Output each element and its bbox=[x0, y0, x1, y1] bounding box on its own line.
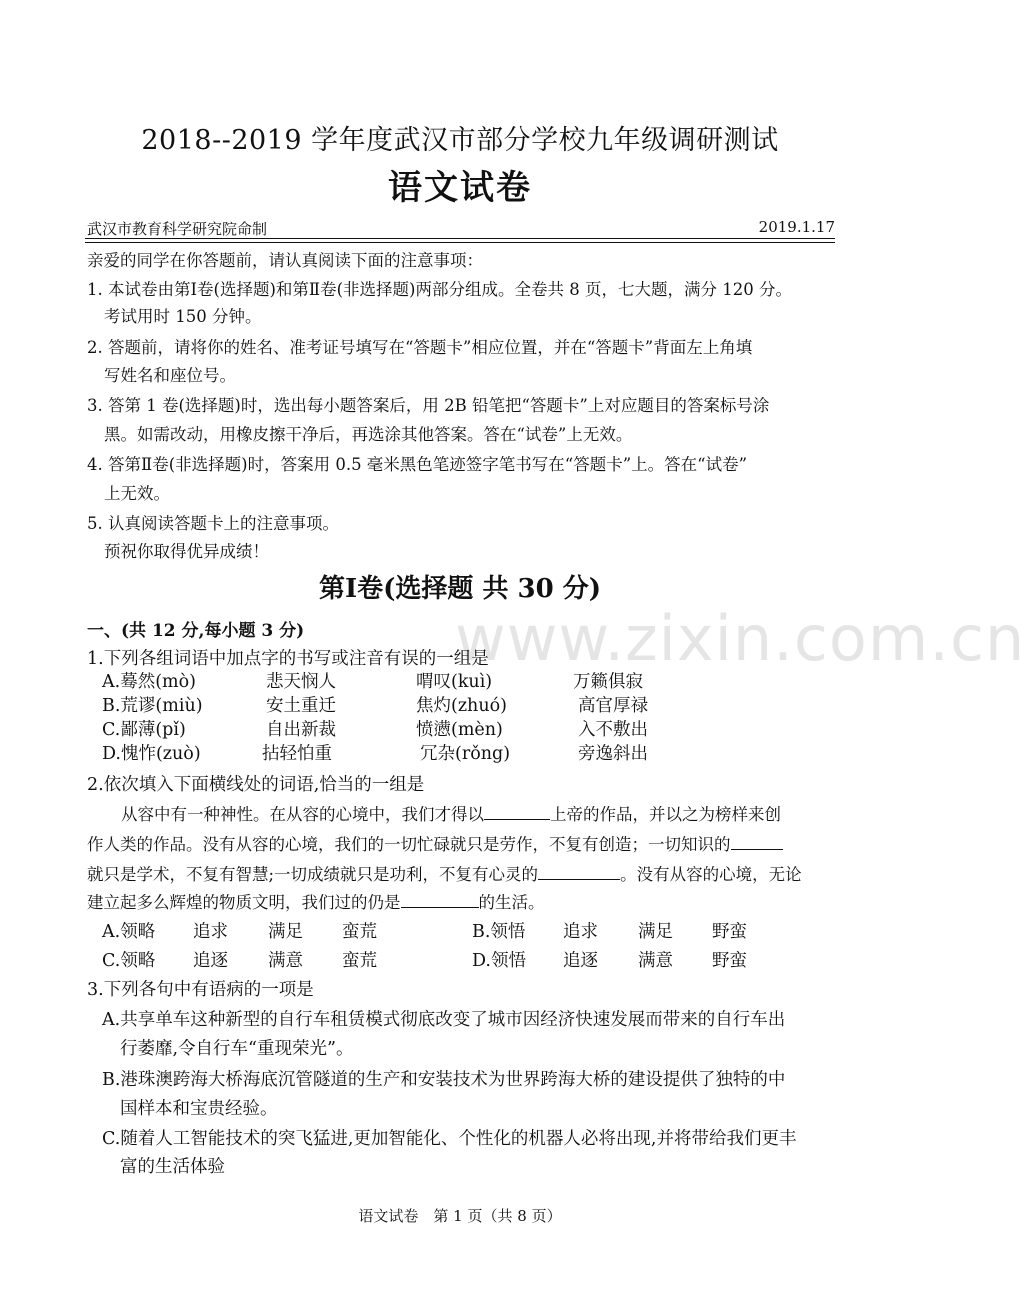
q2-option: 野蛮 bbox=[712, 922, 747, 942]
q1-option: 安土重迁 bbox=[266, 696, 336, 716]
answer-blank bbox=[401, 906, 479, 908]
q2-passage-line bbox=[87, 889, 545, 913]
q1-option: 愤懑(mèn) bbox=[416, 720, 503, 740]
q2-option: 满意 bbox=[638, 951, 673, 971]
q1-option: 自出新裁 bbox=[266, 720, 336, 740]
notice-item-1: 1. 本试卷由第Ⅰ卷(选择题)和第Ⅱ卷(非选择题)两部分组成。全卷共 8 页，七大题，满分 120 分。 bbox=[87, 280, 792, 299]
page-footer: 语文试卷 第 1 页（共 8 页） bbox=[358, 1207, 562, 1225]
q2-option: 追求 bbox=[193, 922, 228, 942]
q2-passage-text: 就只是学术，不复有智慧;一切成绩就只是功利，不复有心灵的 bbox=[87, 865, 539, 884]
notice-item-5: 5. 认真阅读答题卡上的注意事项。 bbox=[87, 514, 339, 533]
notice-item-1-cont: 考试用时 150 分钟。 bbox=[104, 307, 262, 326]
q2-option: D.领悟 bbox=[472, 951, 526, 971]
q2-option: 追求 bbox=[563, 922, 598, 942]
question-2-stem: 2.依次填入下面横线处的词语,恰当的一组是 bbox=[87, 775, 425, 795]
q1-option: 高官厚禄 bbox=[578, 696, 648, 716]
q1-option: 喟叹(kuì) bbox=[416, 672, 493, 692]
question-3-stem: 3.下列各句中有语病的一项是 bbox=[87, 980, 314, 1000]
q2-option: C.领略 bbox=[102, 951, 156, 971]
exam-date: 2019.1.17 bbox=[758, 218, 835, 236]
q2-passage-text: 作人类的作品。没有从容的心境，我们的一切忙碌就只是劳作，不复有创造；一切知识的 bbox=[87, 835, 731, 854]
q2-option: 满意 bbox=[268, 951, 303, 971]
answer-blank bbox=[484, 818, 550, 820]
issuer-text: 武汉市教育科学研究院命制 bbox=[87, 220, 268, 238]
q3-option-c-cont: 富的生活体验 bbox=[120, 1157, 225, 1177]
q2-option: A.领略 bbox=[102, 922, 156, 942]
answer-blank bbox=[731, 848, 783, 850]
watermark-text: www.zixin.com.cn bbox=[455, 602, 1025, 675]
answer-blank bbox=[538, 878, 620, 880]
notice-intro: 亲爱的同学在你答题前，请认真阅读下面的注意事项： bbox=[87, 251, 483, 270]
q2-passage-text: 从容中有一种神性。在从容的心境中，我们才得以 bbox=[121, 805, 484, 824]
q2-passage-line bbox=[121, 801, 781, 825]
notice-item-2: 2. 答题前，请将你的姓名、准考证号填写在“答题卡”相应位置，并在“答题卡”背面左上角填 bbox=[87, 338, 753, 357]
question-1-stem: 1.下列各组词语中加点字的书写或注音有误的一组是 bbox=[87, 649, 489, 669]
q1-option: 悲天悯人 bbox=[266, 672, 336, 692]
notice-item-4: 4. 答第Ⅱ卷(非选择题)时，答案用 0.5 毫米黑色笔迹签字笔书写在“答题卡”上。答在“试卷” bbox=[87, 455, 748, 474]
notice-item-2-cont: 写姓名和座位号。 bbox=[104, 366, 236, 385]
notice-item-4-cont: 上无效。 bbox=[104, 484, 170, 503]
q1-option: 旁逸斜出 bbox=[578, 744, 648, 764]
section-1-title: 第Ⅰ卷(选择题 共 30 分) bbox=[318, 574, 602, 604]
q1-option: 万籁俱寂 bbox=[573, 672, 643, 692]
notice-item-3-cont: 黑。如需改动，用橡皮擦干净后，再选涂其他答案。答在“试卷”上无效。 bbox=[104, 425, 633, 444]
q2-passage-text: 的生活。 bbox=[478, 893, 545, 912]
exam-title: 2018--2019 学年度武汉市部分学校九年级调研测试 bbox=[141, 125, 779, 156]
q1-option: 拈轻怕重 bbox=[262, 744, 332, 764]
q3-option-b-cont: 国样本和宝贵经验。 bbox=[120, 1099, 278, 1119]
q2-option: 追逐 bbox=[563, 951, 598, 971]
q3-option-c: C.随着人工智能技术的突飞猛进,更加智能化、个性化的机器人必将出现,并将带给我们更丰 bbox=[102, 1129, 797, 1149]
q2-option: B.领悟 bbox=[472, 922, 526, 942]
q2-option: 追逐 bbox=[193, 951, 228, 971]
part-1-heading: 一、(共 12 分,每小题 3 分) bbox=[87, 621, 305, 641]
q1-option: C.鄙薄(pǐ) bbox=[102, 720, 186, 740]
q2-passage-text: 上帝的作品，并以之为榜样来创 bbox=[550, 805, 781, 824]
q2-passage-text: 建立起多么辉煌的物质文明，我们过的仍是 bbox=[87, 893, 401, 912]
q1-option: 焦灼(zhuó) bbox=[416, 696, 507, 716]
q3-option-b: B.港珠澳跨海大桥海底沉管隧道的生产和安装技术为世界跨海大桥的建设提供了独特的中 bbox=[102, 1070, 786, 1090]
q2-option: 野蛮 bbox=[712, 951, 747, 971]
q1-option: D.愧怍(zuò) bbox=[102, 744, 201, 764]
q2-option: 蛮荒 bbox=[342, 951, 377, 971]
q1-option: B.荒谬(miù) bbox=[102, 696, 203, 716]
q1-option: 冗杂(rǒng) bbox=[420, 744, 511, 764]
header-rule-thin bbox=[85, 242, 835, 243]
header-rule-thick bbox=[85, 238, 835, 239]
q3-option-a-cont: 行萎靡,令自行车“重现荣光”。 bbox=[120, 1039, 354, 1059]
q2-passage-line bbox=[87, 831, 783, 855]
notice-item-3: 3. 答第 1 卷(选择题)时，选出每小题答案后，用 2B 铅笔把“答题卡”上对应题目的答案标号涂 bbox=[87, 396, 770, 415]
q2-option: 满足 bbox=[638, 922, 673, 942]
q2-passage-line bbox=[87, 861, 802, 885]
q2-option: 蛮荒 bbox=[342, 922, 377, 942]
q2-passage-text: 。没有从容的心境，无论 bbox=[620, 865, 802, 884]
q2-option: 满足 bbox=[268, 922, 303, 942]
q1-option: 入不敷出 bbox=[578, 720, 648, 740]
q1-option: A.蓦然(mò) bbox=[102, 672, 196, 692]
notice-wish: 预祝你取得优异成绩！ bbox=[104, 542, 269, 561]
q3-option-a: A.共享单车这种新型的自行车租赁模式彻底改变了城市因经济快速发展而带来的自行车出 bbox=[102, 1010, 786, 1030]
exam-subject-title: 语文试卷 bbox=[388, 168, 532, 208]
